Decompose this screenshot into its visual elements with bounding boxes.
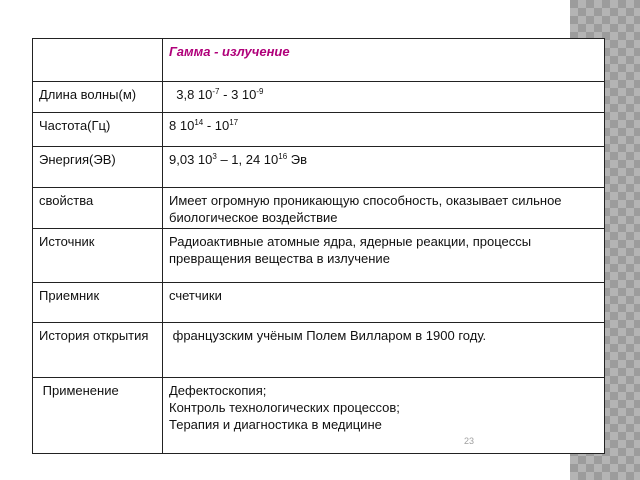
row-label: История открытия — [33, 323, 163, 378]
wavelength-from: 3,8 10 — [176, 87, 213, 102]
row-value: счетчики — [163, 283, 605, 323]
table-row — [33, 147, 605, 188]
energy-from: 9,03 10 — [169, 152, 213, 167]
wavelength-to: - 3 10 — [219, 87, 257, 102]
row-label: Источник — [33, 229, 163, 283]
gamma-radiation-table — [32, 38, 605, 454]
row-value — [163, 82, 605, 113]
frequency-from: 8 10 — [169, 118, 195, 133]
application-line: Контроль технологических процессов; — [169, 400, 400, 415]
row-value — [163, 147, 605, 188]
discovery-text: французским учёным Полем Вилларом в 1900 году. — [172, 328, 487, 343]
wavelength-to-exp: -9 — [256, 87, 264, 96]
row-label: Приемник — [33, 283, 163, 323]
row-label: свойства — [33, 188, 163, 229]
table-row — [33, 378, 605, 454]
header-empty-cell — [33, 39, 163, 82]
row-label: Длина волны(м) — [33, 82, 163, 113]
energy-to-exp: 16 — [278, 152, 288, 161]
table-title: Гамма - излучение — [169, 44, 290, 59]
table-row — [33, 323, 605, 378]
wavelength-from-exp: -7 — [212, 87, 220, 96]
table-row — [33, 188, 605, 229]
row-label: Энергия(ЭВ) — [33, 147, 163, 188]
energy-unit: Эв — [287, 152, 308, 167]
application-line: Терапия и диагностика в медицине — [169, 417, 382, 432]
row-value — [163, 113, 605, 147]
energy-from-exp: 3 — [212, 152, 217, 161]
header-title-cell — [163, 39, 605, 82]
application-label: Применение — [42, 383, 119, 398]
frequency-to-exp: 17 — [229, 118, 239, 127]
row-value — [163, 323, 605, 378]
row-label: Частота(Гц) — [33, 113, 163, 147]
energy-to: – 1, 24 10 — [216, 152, 279, 167]
row-value: Имеет огромную проникающую способность, оказывает сильное биологическое воздействие — [163, 188, 605, 229]
table-header-row — [33, 39, 605, 82]
frequency-from-exp: 14 — [194, 118, 204, 127]
application-line: Дефектоскопия; — [169, 383, 267, 398]
row-label — [33, 378, 163, 454]
table-row — [33, 229, 605, 283]
frequency-to: - 10 — [203, 118, 230, 133]
table-row — [33, 113, 605, 147]
table-row — [33, 283, 605, 323]
row-value: Радиоактивные атомные ядра, ядерные реакции, процессы превращения вещества в излучение — [163, 229, 605, 283]
row-value — [163, 378, 605, 454]
table-row — [33, 82, 605, 113]
page-number: 23 — [464, 436, 475, 446]
